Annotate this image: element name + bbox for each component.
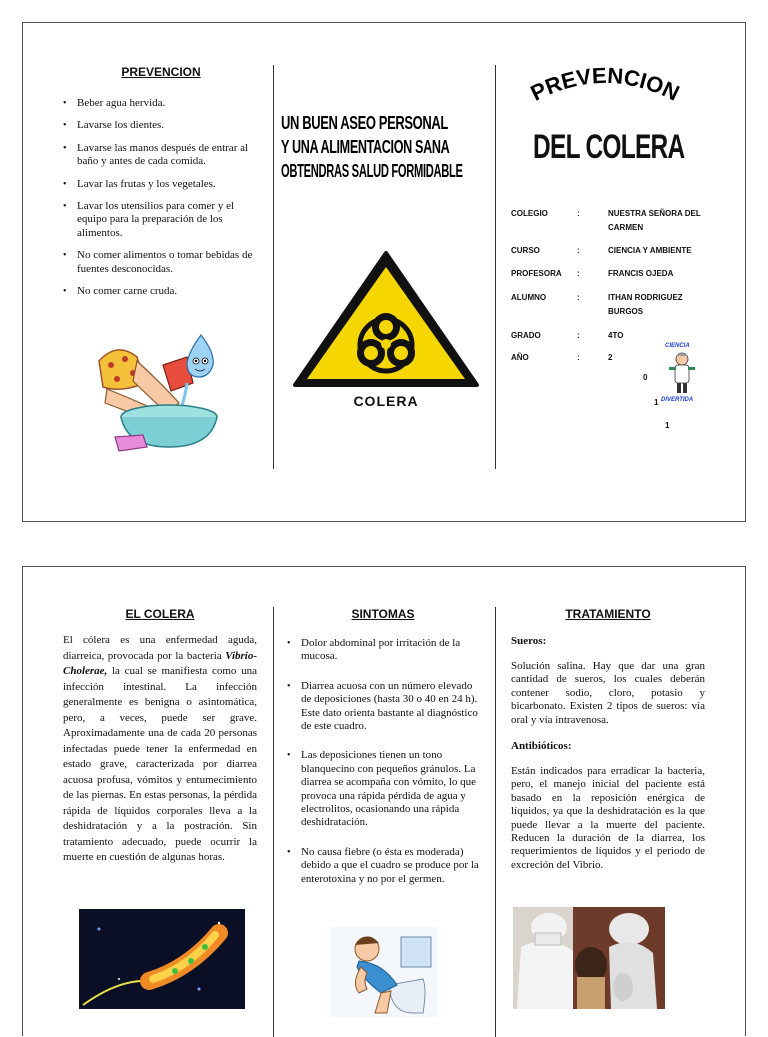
year-digit: 1 [665, 421, 670, 430]
cholera-column [63, 607, 257, 866]
list-item: • Diarrea acuosa con un número elevado de deposiciones (hasta 30 o 40 en 24 h). Este dato orienta bastante al diagnóstico de este cuadro. [301, 680, 481, 734]
student-info: COLEGIO : NUESTRA SEÑORA DEL CARMEN CURSO : CIENCIA Y AMBIENTE PROFESORA : FRANCIS OJEDA ALUMNO : ITHAN RODRIGUEZ BURGOS GRADO : 4TO AÑO : 2 0 1 1 [495, 23, 745, 503]
logo-text-bottom: DIVERTIDA [661, 397, 694, 403]
vibrio-bacteria-image [79, 909, 245, 1009]
list-item: • No comer carne cruda. [77, 285, 261, 298]
column-divider [273, 607, 274, 1037]
prevention-heading: PREVENCION [121, 65, 201, 79]
slogan-line: Y UNA ALIMENTACION SANA [281, 137, 450, 157]
handwashing-illustration [97, 331, 227, 459]
list-item: • Lavarse las manos después de entrar al baño y antes de cada comida. [77, 142, 261, 169]
doctor-patient-photo [513, 907, 665, 1009]
slogan-line: OBTENDRAS SALUD FORMIDABLE [281, 161, 463, 181]
year-digit: 0 [643, 373, 648, 382]
year-digit: 1 [654, 398, 659, 407]
list-item: • Lavar los utensilios para comer y el equipo para la preparación de los alimentos. [77, 200, 261, 240]
list-item: • Beber agua hervida. [77, 97, 261, 110]
treatment-column [511, 607, 705, 872]
sign-label: COLERA [353, 393, 419, 409]
cover-title-line1: PREVENCION [526, 62, 684, 106]
serums-subheading: Sueros: [511, 635, 547, 647]
sick-child-illustration [331, 927, 437, 1017]
list-item: • Las deposiciones tienen un tono blanquecino con pequeños gránulos. La diarrea se acompaña con vómito, lo que provoca una rápida pérdida de agua y electrolitos, ocasionando una rápida deshidratación. [301, 749, 481, 829]
slogan-column [281, 111, 491, 183]
brochure-inside-page [22, 566, 746, 1036]
symptoms-column [285, 607, 481, 895]
slogan-line: UN BUEN ASEO PERSONAL [281, 113, 448, 133]
list-item: • No comer alimentos o tomar bebidas de fuentes desconocidas. [77, 249, 261, 276]
serums-text: Solución salina. Hay que dar una gran cantidad de sueros, los cuales deberán contener sodio, cloro, potasio y bicarbonato. Existen 2 tipos de sueros: vía oral y vía intravenosa. [511, 660, 705, 726]
biohazard-sign [291, 249, 481, 389]
antibiotics-text: Están indicados para erradicar la bacteria, pero, el manejo inicial del paciente está basado en la reposición enérgica de líquidos, ya que la deshidratación es la que puede llevar a la muerte del paciente. Reducen la duración de la diarrea, los requerimientos de líquidos y el periodo de excreción del Vibrio. [511, 765, 705, 871]
logo-text-top: CIENCIA [665, 343, 690, 349]
cholera-description: El cólera es una enfermedad aguda, diarreica, provocada por la bacteria Vibrio-Cholerae, la cual se manifiesta como una infección intestinal. La infección generalmente es benigna o asintomática, pero, a veces, puede ser grave. Aproximadamente una de cada 20 personas infectadas puede tener la enfermedad en estado grave, caracterizada por diarrea acuosa profusa, vómitos y entumecimiento de las piernas. En estas personas, la pérdida rápida de líquidos corporales lleva a la deshidratación y a la postración. Sin tratamiento adecuado, puede ocurrir la muerte en cuestión de algunas horas. [63, 634, 258, 863]
prevention-column [61, 65, 261, 307]
symptoms-heading: SINTOMAS [351, 607, 415, 621]
list-item: • No causa fiebre (o ésta es moderada) debido a que el cuadro se produce por la enterotoxina y no por el germen. [301, 846, 481, 886]
column-divider [273, 65, 274, 469]
list-item: • Lavar las frutas y los vegetales. [77, 178, 261, 191]
ciencia-divertida-logo [661, 343, 703, 407]
prevention-list [61, 97, 261, 298]
list-item: • Dolor abdominal por irritación de la mucosa. [301, 637, 481, 664]
symptoms-list [285, 637, 481, 886]
list-item: • Lavarse los dientes. [77, 119, 261, 132]
antibiotics-subheading: Antibióticos: [511, 740, 572, 753]
brochure-outside-page [22, 22, 746, 522]
cover-title-line2: DEL COLERA [533, 128, 685, 166]
column-divider [495, 607, 496, 1037]
cholera-heading: EL COLERA [125, 607, 195, 621]
info-row-colegio: COLEGIO : NUESTRA SEÑORA DEL CARMEN [511, 209, 701, 232]
treatment-heading: TRATAMIENTO [565, 607, 651, 621]
scientist-icon [667, 351, 697, 397]
